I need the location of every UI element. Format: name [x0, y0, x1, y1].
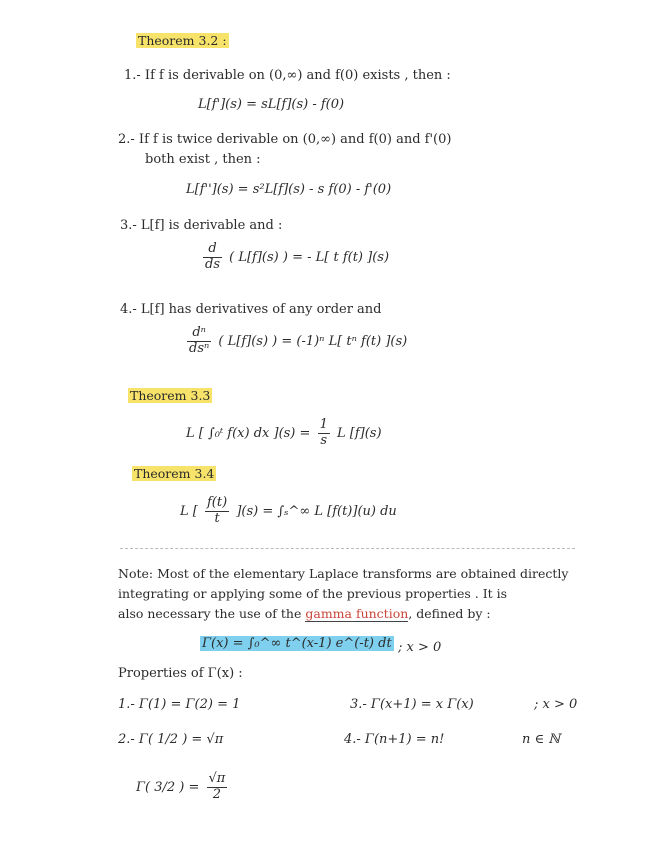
theorem-3-4-formula	[180, 496, 397, 527]
note-line-3-end: , defined by :	[408, 606, 491, 621]
fraction-numerator: f(t)	[206, 495, 228, 510]
theorem-3-3-label: Theorem 3.3	[130, 388, 211, 403]
gamma-function-term: gamma function	[305, 606, 409, 621]
theorem-3-2-formula-1: L[f'](s) = sL[f](s) - f(0)	[198, 97, 345, 112]
note-line-2: integrating or applying some of the previous properties . It is	[118, 586, 508, 601]
theorem-3-3-title	[128, 388, 212, 404]
formula-rest: ( L[f](s) ) = (-1)ⁿ L[ tⁿ f(t) ](s)	[218, 333, 408, 349]
theorem-3-2-title	[136, 33, 229, 49]
fraction-denominator: 2	[212, 786, 222, 802]
nth-derivative-fraction	[187, 326, 211, 357]
properties-title: Properties of Γ(x) :	[118, 666, 243, 681]
formula-right: L [f](s)	[336, 425, 382, 441]
property-4	[344, 732, 444, 748]
fraction-denominator: ds	[205, 256, 220, 272]
theorem-3-3-formula	[186, 418, 382, 449]
gamma-definition	[200, 636, 394, 652]
gamma-condition: ; x > 0	[398, 640, 442, 655]
property-3-condition: ; x > 0	[534, 697, 578, 712]
theorem-3-2-item-4: 4.- L[f] has derivatives of any order and	[120, 302, 382, 317]
theorem-3-4-title	[132, 466, 216, 482]
property-5	[136, 772, 230, 803]
property-3	[350, 697, 474, 713]
property-4-text: 4.- Γ(n+1) = n!	[344, 732, 445, 747]
theorem-3-2-formula-4	[184, 326, 407, 357]
property-1-text: 1.- Γ(1) = Γ(2) = 1	[118, 697, 241, 712]
fraction-denominator: s	[320, 432, 328, 448]
note-line-1: Note: Most of the elementary Laplace transforms are obtained directly	[118, 566, 569, 581]
property-3-text: 3.- Γ(x+1) = x Γ(x)	[350, 697, 474, 712]
property-2-text: 2.- Γ( 1/2 ) = √π	[118, 732, 224, 747]
derivative-fraction	[203, 242, 222, 273]
theorem-3-2-label: Theorem 3.2 :	[138, 33, 227, 48]
fraction-numerator: 1	[319, 417, 328, 432]
theorem-3-2-item-3: 3.- L[f] is derivable and :	[120, 218, 283, 233]
theorem-3-2-item-1: 1.- If f is derivable on (0,∞) and f(0) exists , then :	[124, 68, 451, 83]
section-divider	[120, 548, 575, 549]
property-5-left: Γ( 3/2 ) =	[136, 779, 200, 795]
property-1	[118, 697, 240, 713]
formula-left: L [ ∫₀ᵗ f(x) dx ](s) =	[186, 425, 311, 441]
gamma-definition-formula: Γ(x) = ∫₀^∞ t^(x-1) e^(-t) dt	[202, 636, 392, 651]
formula-left: L [	[180, 503, 198, 519]
note-line-3-start: also necessary the use of the	[118, 606, 306, 621]
theorem-3-2-formula-3	[200, 242, 389, 273]
one-over-s-fraction	[318, 418, 330, 449]
fraction-denominator: t	[214, 510, 220, 526]
theorem-3-2-item-2: 2.- If f is twice derivable on (0,∞) and f(0) and f'(0)	[118, 132, 452, 147]
formula-rest: ( L[f](s) ) = - L[ t f(t) ](s)	[229, 249, 390, 265]
note-line-3	[118, 606, 491, 622]
fraction-denominator: dsⁿ	[189, 340, 210, 356]
theorem-3-4-label: Theorem 3.4	[134, 466, 215, 481]
property-4-condition: n ∈ ℕ	[522, 732, 561, 747]
theorem-3-2-formula-2: L[f''](s) = s²L[f](s) - s f(0) - f'(0)	[186, 182, 392, 197]
property-2	[118, 732, 223, 748]
f-over-t-fraction	[205, 496, 229, 527]
fraction-numerator: √π	[208, 771, 226, 786]
theorem-3-2-item-2b: both exist , then :	[145, 152, 261, 167]
fraction-numerator: d	[203, 242, 222, 258]
fraction-numerator: dⁿ	[187, 326, 211, 342]
sqrt-pi-over-2-fraction	[207, 772, 228, 803]
formula-right: ](s) = ∫ₛ^∞ L [f(t)](u) du	[236, 503, 397, 519]
